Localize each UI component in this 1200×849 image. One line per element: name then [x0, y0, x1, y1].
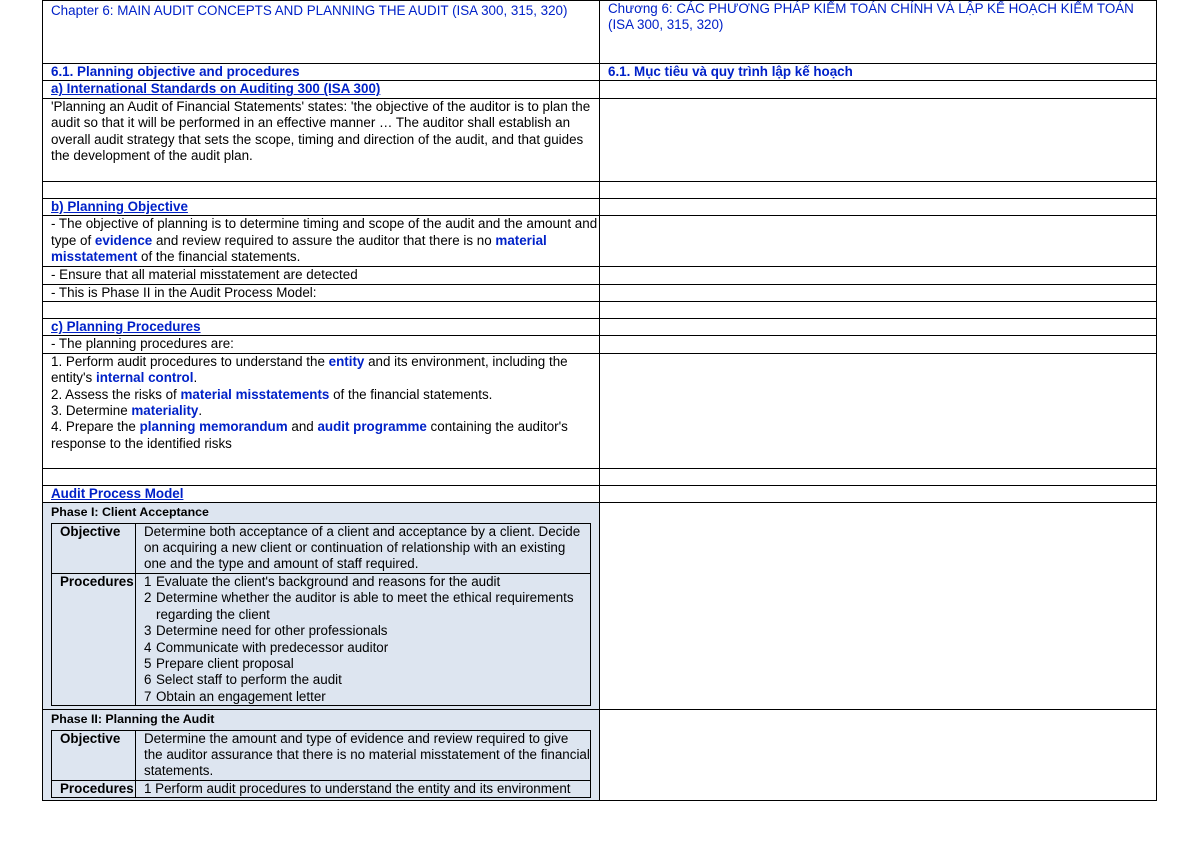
chapter-title-vn: Chương 6: CÁC PHƯƠNG PHÁP KIỂM TOÁN CHÍNH VÀ LẬP KẾ HOẠCH KIỂM TOÁN (ISA 300, 315, 320) — [600, 1, 1157, 64]
procedures-label: Procedures — [52, 780, 136, 797]
procedure-item — [144, 672, 590, 688]
empty-cell — [600, 198, 1157, 215]
document-page — [42, 0, 1156, 849]
planning-procedures-list — [43, 353, 600, 468]
procedure-item — [144, 590, 590, 623]
list-item: 2. Assess the risks of material misstatements of the financial statements. — [51, 386, 493, 402]
procedure-text: Evaluate the client's background and reasons for the audit — [156, 573, 501, 589]
section-row — [43, 64, 1157, 81]
procedure-number: 4 — [144, 639, 152, 655]
objective-label: Objective — [52, 730, 136, 780]
part-b-paragraph-1: - The objective of planning is to determine timing and scope of the audit and the amount and type of evidence and review required to assure the auditor that there is no material misstatement of the financial statements. — [43, 216, 600, 267]
phase-2-row — [43, 710, 1157, 801]
section-6-1-vn: 6.1. Mục tiêu và quy trình lập kế hoạch — [600, 64, 1157, 81]
procedure-item — [144, 689, 590, 705]
spacer-row — [43, 468, 1157, 485]
title-row — [43, 1, 1157, 64]
procedure-number: 6 — [144, 672, 152, 688]
empty-cell — [600, 284, 1157, 301]
list-item: 3. Determine materiality. — [51, 403, 203, 419]
part-c-heading-row — [43, 319, 1157, 336]
part-b-heading: b) Planning Objective — [43, 198, 600, 215]
procedure-text: Determine need for other professionals — [156, 623, 388, 639]
spacer-row — [43, 181, 1157, 198]
part-b-p1-row — [43, 216, 1157, 267]
empty-cell — [600, 336, 1157, 353]
procedure-number: 3 — [144, 623, 152, 639]
process-model-heading: Audit Process Model — [43, 485, 600, 502]
part-b-paragraph-3: - This is Phase II in the Audit Process Model: — [43, 284, 600, 301]
empty-cell — [600, 319, 1157, 336]
phase-2-title: Phase II: Planning the Audit — [43, 710, 599, 729]
part-c-intro: - The planning procedures are: — [43, 336, 600, 353]
part-b-heading-row — [43, 198, 1157, 215]
empty-cell — [600, 216, 1157, 267]
procedure-item — [144, 623, 590, 639]
phase-1-figure — [43, 503, 600, 710]
phase-1-objective: Determine both acceptance of a client and acceptance by a client. Decide on acquiring a new client or continuation of relationship with an existing one and the type and amount of staff required. — [136, 523, 591, 573]
procedure-item — [144, 656, 590, 672]
part-b-paragraph-2: - Ensure that all material misstatement are detected — [43, 267, 600, 284]
empty-cell — [600, 81, 1157, 98]
part-a-text: 'Planning an Audit of Financial Statements' states: 'the objective of the auditor is to plan the audit so that it will be performed in an effective manner … The auditor shall establish an overall audit strategy that sets the scope, timing and direction of the audit, and that guides the development of the audit plan. — [43, 98, 600, 181]
empty-cell — [600, 267, 1157, 284]
part-b-p2-row — [43, 267, 1157, 284]
empty-cell — [600, 353, 1157, 468]
part-a-heading: a) International Standards on Auditing 300 (ISA 300) — [43, 81, 600, 98]
empty-cell — [600, 710, 1157, 801]
phase-1-row — [43, 503, 1157, 710]
bilingual-table — [42, 0, 1157, 801]
procedure-item — [144, 640, 590, 656]
spacer-row — [43, 302, 1157, 319]
phase-1-procedures — [136, 573, 591, 705]
list-item: 4. Prepare the planning memorandum and audit programme containing the auditor's response to the identified risks — [51, 419, 568, 451]
procedure-text: Prepare client proposal — [156, 655, 294, 671]
chapter-title-en: Chapter 6: MAIN AUDIT CONCEPTS AND PLANNING THE AUDIT (ISA 300, 315, 320) — [43, 1, 600, 64]
procedure-number: 7 — [144, 688, 152, 704]
part-c-intro-row — [43, 336, 1157, 353]
part-b-p3-row — [43, 284, 1157, 301]
process-model-heading-row — [43, 485, 1157, 502]
procedure-item — [144, 574, 590, 590]
phase-1-title: Phase I: Client Acceptance — [43, 503, 599, 522]
procedure-text: Communicate with predecessor auditor — [156, 639, 389, 655]
part-c-heading: c) Planning Procedures — [43, 319, 600, 336]
procedures-label: Procedures — [52, 573, 136, 705]
empty-cell — [600, 485, 1157, 502]
procedure-text: Obtain an engagement letter — [156, 688, 326, 704]
phase-2-objective: Determine the amount and type of evidence and review required to give the auditor assurance that there is no material misstatement of the financial statements. — [136, 730, 591, 780]
procedure-number: 1 — [144, 573, 152, 589]
part-c-list-row — [43, 353, 1157, 468]
procedure-number: 2 — [144, 590, 152, 606]
phase-2-table — [51, 730, 591, 799]
phase-1-table — [51, 523, 591, 706]
phase-2-figure — [43, 710, 600, 801]
phase-1-procedure-list — [144, 574, 590, 705]
procedure-text: Determine whether the auditor is able to meet the ethical requirements regarding the client — [156, 590, 574, 622]
procedure-text: Select staff to perform the audit — [156, 672, 342, 688]
empty-cell — [600, 503, 1157, 710]
procedure-number: 5 — [144, 655, 152, 671]
part-a-text-row — [43, 98, 1157, 181]
objective-label: Objective — [52, 523, 136, 573]
phase-2-procedures: 1 Perform audit procedures to understand the entity and its environment — [136, 780, 591, 797]
list-item: 1. Perform audit procedures to understand the entity and its environment, including the entity's internal control. — [51, 353, 568, 386]
empty-cell — [600, 98, 1157, 181]
section-6-1-en: 6.1. Planning objective and procedures — [43, 64, 600, 81]
part-a-heading-row — [43, 81, 1157, 98]
